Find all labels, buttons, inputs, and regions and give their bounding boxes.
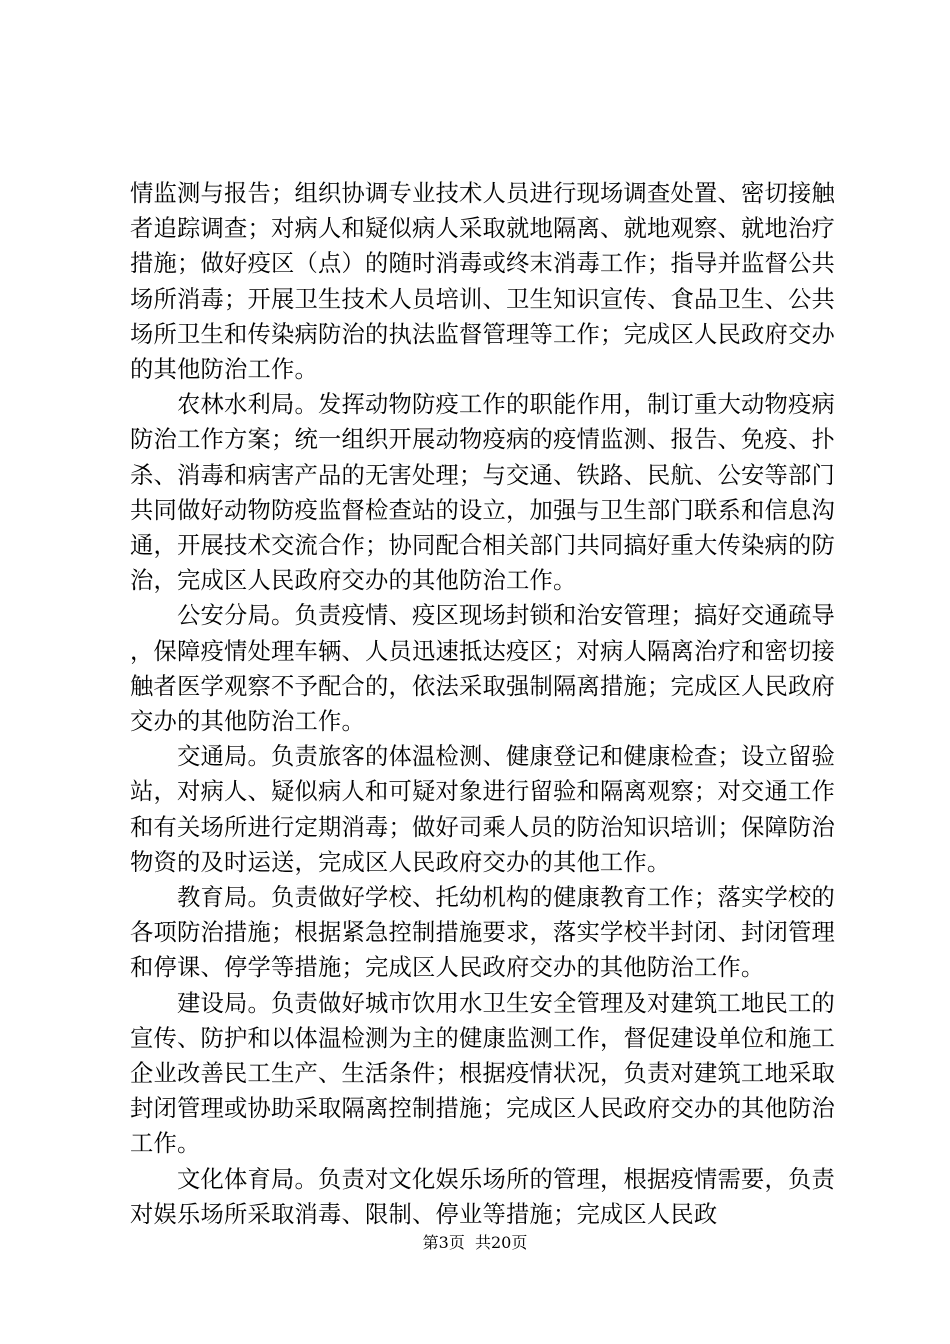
paragraph-health-bureau-continuation: 情监测与报告；组织协调专业技术人员进行现场调查处置、密切接触者追踪调查；对病人和疑似病人采取就地隔离、就地观察、就地治疗措施；做好疫区（点）的随时消毒或终末消毒工作；指导并监督公共场所消毒；开展卫生技术人员培训、卫生知识宣传、食品卫生、公共场所卫生和传染病防治的执法监督管理等工作；完成区人民政府交办的其他防治工作。: [130, 180, 835, 384]
page-number-label: 第3页 共20页: [422, 1233, 528, 1252]
paragraph-education: 教育局。负责做好学校、托幼机构的健康教育工作；落实学校的各项防治措施；根据紧急控制措施要求，落实学校半封闭、封闭管理和停课、停学等措施；完成区人民政府交办的其他防治工作。: [130, 884, 835, 982]
page-footer: [0, 1233, 950, 1253]
document-body: [130, 176, 835, 1232]
paragraph-culture-sports: 文化体育局。负责对文化娱乐场所的管理，根据疫情需要，负责对娱乐场所采取消毒、限制、停业等措施；完成区人民政: [130, 1165, 835, 1228]
paragraph-transportation: 交通局。负责旅客的体温检测、健康登记和健康检查；设立留验站，对病人、疑似病人和可疑对象进行留验和隔离观察；对交通工作和有关场所进行定期消毒；做好司乘人员的防治知识培训；保障防治物资的及时运送，完成区人民政府交办的其他工作。: [130, 743, 835, 876]
paragraph-agriculture-forestry-water: 农林水利局。发挥动物防疫工作的职能作用，制订重大动物疫病防治工作方案；统一组织开展动物疫病的疫情监测、报告、免疫、扑杀、消毒和病害产品的无害处理；与交通、铁路、民航、公安等部门共同做好动物防疫监督检查站的设立，加强与卫生部门联系和信息沟通，开展技术交流合作；协同配合相关部门共同搞好重大传染病的防治，完成区人民政府交办的其他防治工作。: [130, 391, 835, 595]
paragraph-construction: 建设局。负责做好城市饮用水卫生安全管理及对建筑工地民工的宣传、防护和以体温检测为主的健康监测工作，督促建设单位和施工企业改善民工生产、生活条件；根据疫情状况，负责对建筑工地采取封闭管理或协助采取隔离控制措施；完成区人民政府交办的其他防治工作。: [130, 989, 835, 1158]
paragraph-public-security: 公安分局。负责疫情、疫区现场封锁和治安管理；搞好交通疏导，保障疫情处理车辆、人员迅速抵达疫区；对病人隔离治疗和密切接触者医学观察不予配合的，依法采取强制隔离措施；完成区人民政府交办的其他防治工作。: [130, 602, 835, 736]
